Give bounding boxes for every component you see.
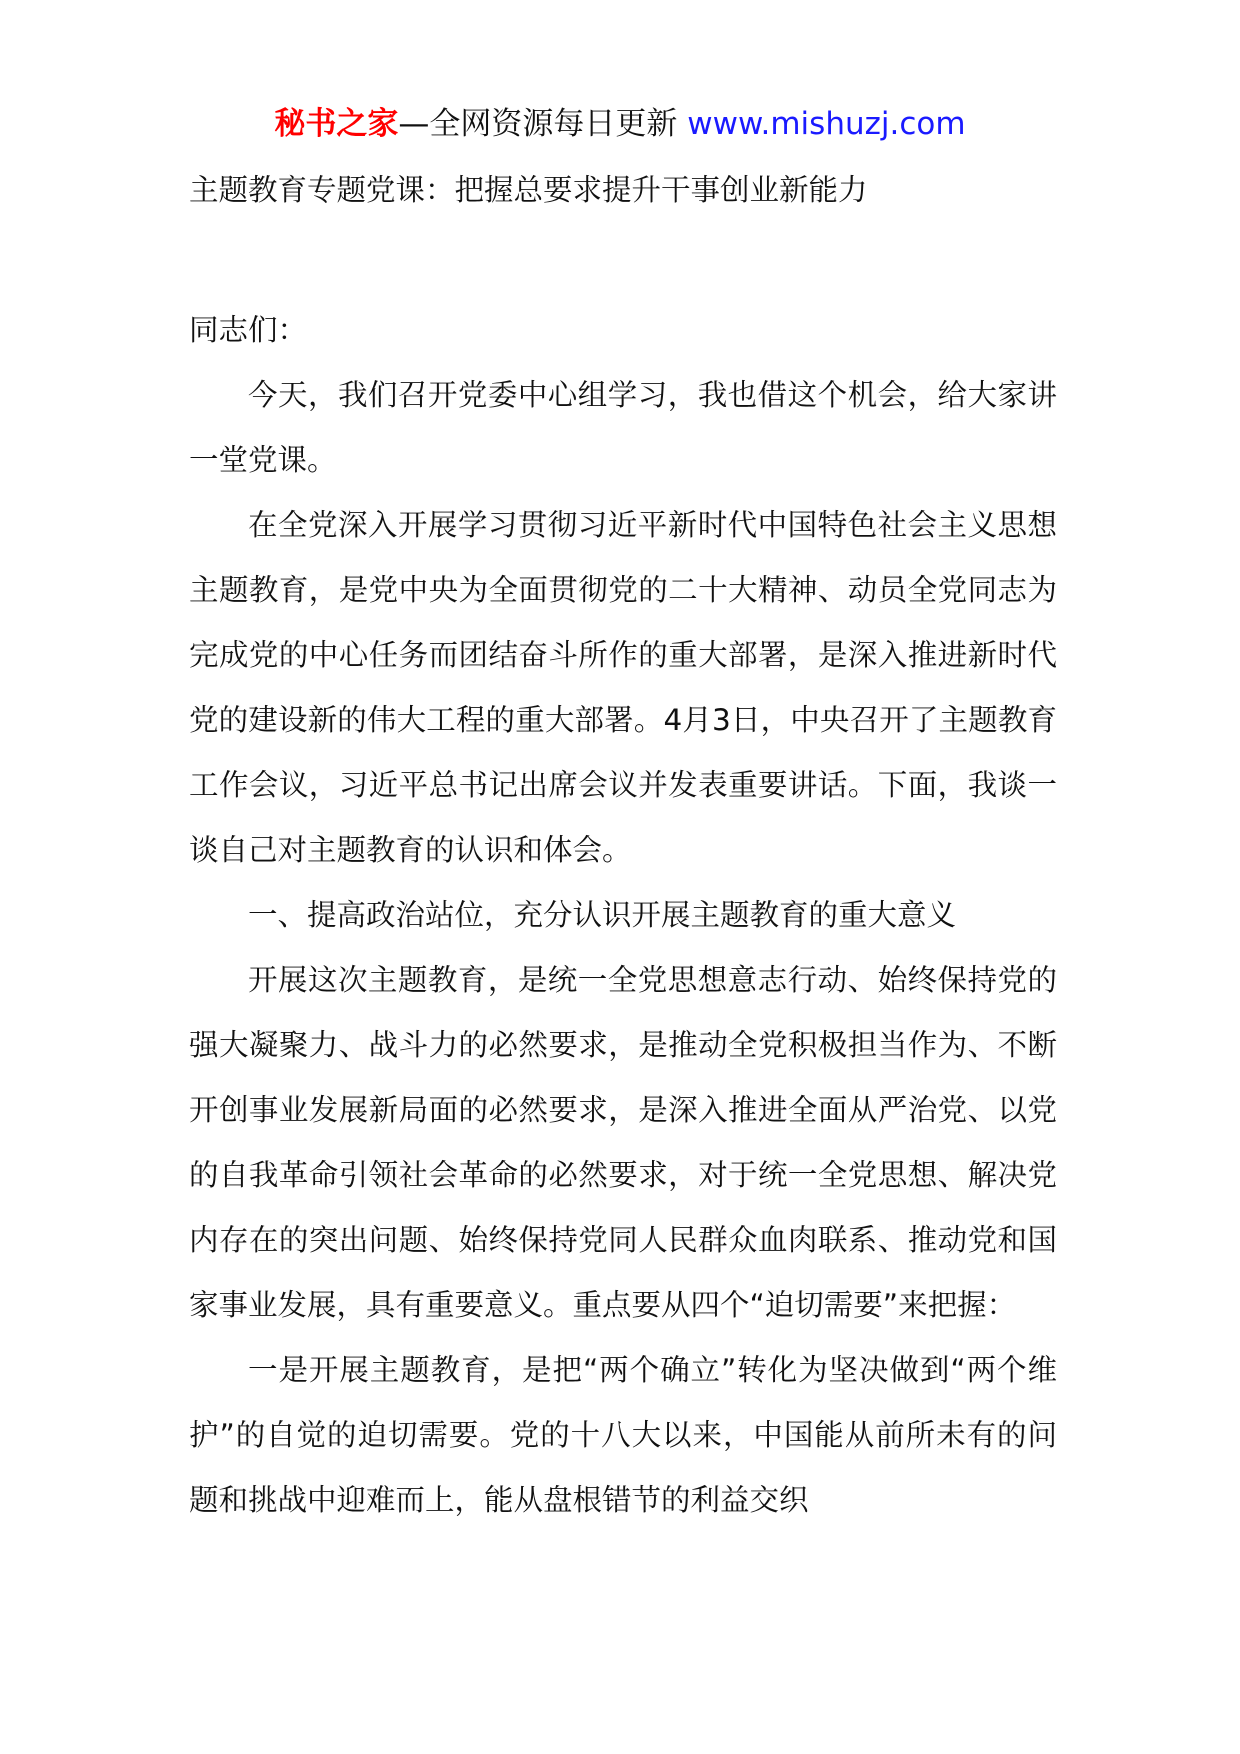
header-tagline: —全网资源每日更新 xyxy=(398,106,688,142)
document-title: 主题教育专题党课：把握总要求提升干事创业新能力 xyxy=(189,173,868,207)
paragraph: 今天，我们召开党委中心组学习，我也借这个机会，给大家讲一堂党课。 xyxy=(189,378,1057,477)
salutation: 同志们： xyxy=(189,313,308,347)
site-header xyxy=(0,101,1240,147)
paragraph: 开展这次主题教育，是统一全党思想意志行动、始终保持党的强大凝聚力、战斗力的必然要求，是推动全党积极担当作为、不断开创事业发展新局面的必然要求，是深入推进全面从严治党、以党的自我革命引领社会革命的必然要求，对于统一全党思想、解决党内存在的突出问题、始终保持党同人民群众血肉联系、推动党和国家事业发展，具有重要意义。重点要从四个“迫切需要”来把握： xyxy=(189,963,1057,1322)
brand-name: 秘书之家 xyxy=(274,106,399,142)
document-body xyxy=(189,298,1057,1533)
paragraph: 在全党深入开展学习贯彻习近平新时代中国特色社会主义思想主题教育，是党中央为全面贯彻党的二十大精神、动员全党同志为完成党的中心任务而团结奋斗所作的重大部署，是深入推进新时代党的建设新的伟大工程的重大部署。4月3日，中央召开了主题教育工作会议，习近平总书记出席会议并发表重要讲话。下面，我谈一谈自己对主题教育的认识和体会。 xyxy=(189,508,1057,867)
section-heading: 一、提高政治站位，充分认识开展主题教育的重大意义 xyxy=(248,898,957,932)
paragraph: 一是开展主题教育，是把“两个确立”转化为坚决做到“两个维护”的自觉的迫切需要。党的十八大以来，中国能从前所未有的问题和挑战中迎难而上，能从盘根错节的利益交织 xyxy=(189,1353,1057,1517)
site-url-link[interactable]: www.mishuzj.com xyxy=(687,106,966,142)
